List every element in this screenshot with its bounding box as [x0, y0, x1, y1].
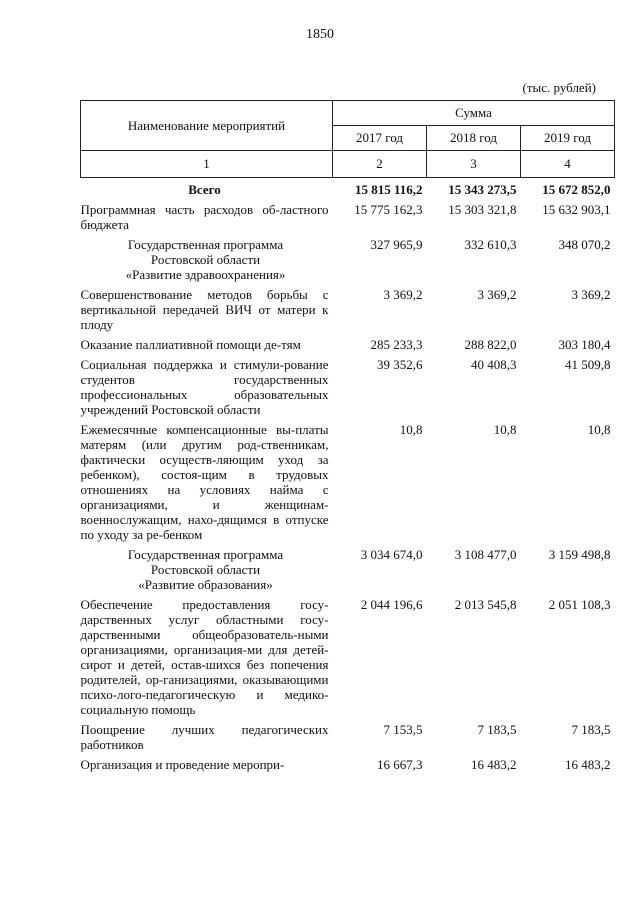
row-value-2018: 10,8 — [493, 422, 517, 437]
row-value-2019: 303 180,4 — [558, 337, 611, 352]
total-row — [81, 178, 615, 203]
row-name — [81, 547, 333, 597]
row-value-2019: 2 051 108,3 — [548, 597, 611, 612]
row-value-2017: 10,8 — [399, 422, 423, 437]
budget-table — [80, 100, 615, 777]
row-value-2019: 348 070,2 — [558, 237, 611, 252]
row-value-2017: 3 034 674,0 — [360, 547, 423, 562]
table-row — [81, 597, 615, 722]
row-value-2019: 15 632 903,1 — [542, 202, 611, 217]
row-value-2019: 3 369,2 — [571, 287, 611, 302]
row-value-2017: 39 352,6 — [377, 357, 423, 372]
row-value-2018: 3 369,2 — [477, 287, 517, 302]
header-year-2018: 2018 год — [427, 126, 521, 151]
table-row — [81, 337, 615, 357]
table-row — [81, 287, 615, 337]
row-value-2017: 7 153,5 — [383, 722, 423, 737]
units-label: (тыс. рублей) — [522, 80, 596, 95]
row-value-2017: 15 775 162,3 — [354, 202, 423, 217]
program-row — [81, 547, 615, 597]
row-value-2019: 7 183,5 — [571, 722, 611, 737]
row-name: Социальная поддержка и стимули-рование студентов государственных профессиональных образовательных учреждений Ростовской области — [80, 357, 329, 417]
row-name: Совершенствование методов борьбы с вертикальной передачей ВИЧ от матери к плоду — [80, 287, 329, 332]
row-value-2017: 3 369,2 — [383, 287, 423, 302]
row-name-line: Ростовской области — [150, 252, 261, 267]
row-name: Ежемесячные компенсационные вы-платы матерям (или другим род-ственникам, фактически осуществ-ляющим уход за ребенком), состоя-щим в трудовых отношениях на условиях найма с организациями, и женщинам-военнослужащим, нахо-дящимся в отпуске по уходу за ре-бенком — [80, 422, 329, 542]
table-header — [81, 101, 615, 178]
column-number: 1 — [81, 151, 333, 178]
header-year-2017: 2017 год — [333, 126, 427, 151]
row-name: Обеспечение предоставления госу-дарственных услуг областными госу-дарственными общеобразователь-ными организациями, организация-ми для детей-сирот и детей, остав-шихся без попечения родителей, ор-ганизациями, оказывающими психо-лого-педагогическую и медико-социальную помощь — [80, 597, 329, 717]
row-value-2017: 327 965,9 — [370, 237, 423, 252]
row-value-2018: 40 408,3 — [471, 357, 517, 372]
table-row — [81, 722, 615, 757]
row-name: Программная часть расходов об-ластного бюджета — [80, 202, 329, 232]
row-name: Поощрение лучших педагогических работников — [80, 722, 329, 752]
row-name-line: «Развитие образования» — [138, 577, 273, 592]
column-number: 2 — [333, 151, 427, 178]
row-name: Оказание паллиативной помощи де-тям — [80, 337, 301, 352]
row-value-2017: 16 667,3 — [377, 757, 423, 772]
header-name: Наименование мероприятий — [81, 101, 333, 151]
row-value-2018: 15 343 273,5 — [448, 182, 517, 197]
row-name-line: Государственная программа — [127, 547, 284, 562]
header-sum: Сумма — [333, 101, 615, 126]
table-row — [81, 202, 615, 237]
row-value-2017: 2 044 196,6 — [360, 597, 423, 612]
row-value-2019: 16 483,2 — [565, 757, 611, 772]
row-value-2018: 7 183,5 — [477, 722, 517, 737]
row-value-2017: 285 233,3 — [370, 337, 423, 352]
column-number: 4 — [521, 151, 615, 178]
row-name: Организация и проведение меропри- — [80, 757, 285, 772]
header-year-2019: 2019 год — [521, 126, 615, 151]
row-name: Всего — [188, 182, 221, 197]
row-value-2018: 15 303 321,8 — [448, 202, 517, 217]
row-value-2018: 288 822,0 — [464, 337, 517, 352]
table-body — [81, 178, 615, 778]
row-value-2017: 15 815 116,2 — [354, 182, 423, 197]
row-value-2019: 3 159 498,8 — [548, 547, 611, 562]
page-number: 1850 — [306, 27, 334, 42]
row-name-line: Государственная программа — [127, 237, 284, 252]
row-value-2018: 332 610,3 — [464, 237, 517, 252]
program-row — [81, 237, 615, 287]
row-value-2019: 15 672 852,0 — [542, 182, 611, 197]
table-row — [81, 357, 615, 422]
row-value-2019: 41 509,8 — [565, 357, 611, 372]
row-value-2018: 16 483,2 — [471, 757, 517, 772]
row-value-2018: 3 108 477,0 — [454, 547, 517, 562]
column-number: 3 — [427, 151, 521, 178]
row-name — [81, 237, 333, 287]
row-value-2019: 10,8 — [587, 422, 611, 437]
row-name-line: Ростовской области — [150, 562, 261, 577]
row-value-2018: 2 013 545,8 — [454, 597, 517, 612]
table-row — [81, 422, 615, 547]
table-row — [81, 757, 615, 777]
row-name-line: «Развитие здравоохранения» — [125, 267, 286, 282]
